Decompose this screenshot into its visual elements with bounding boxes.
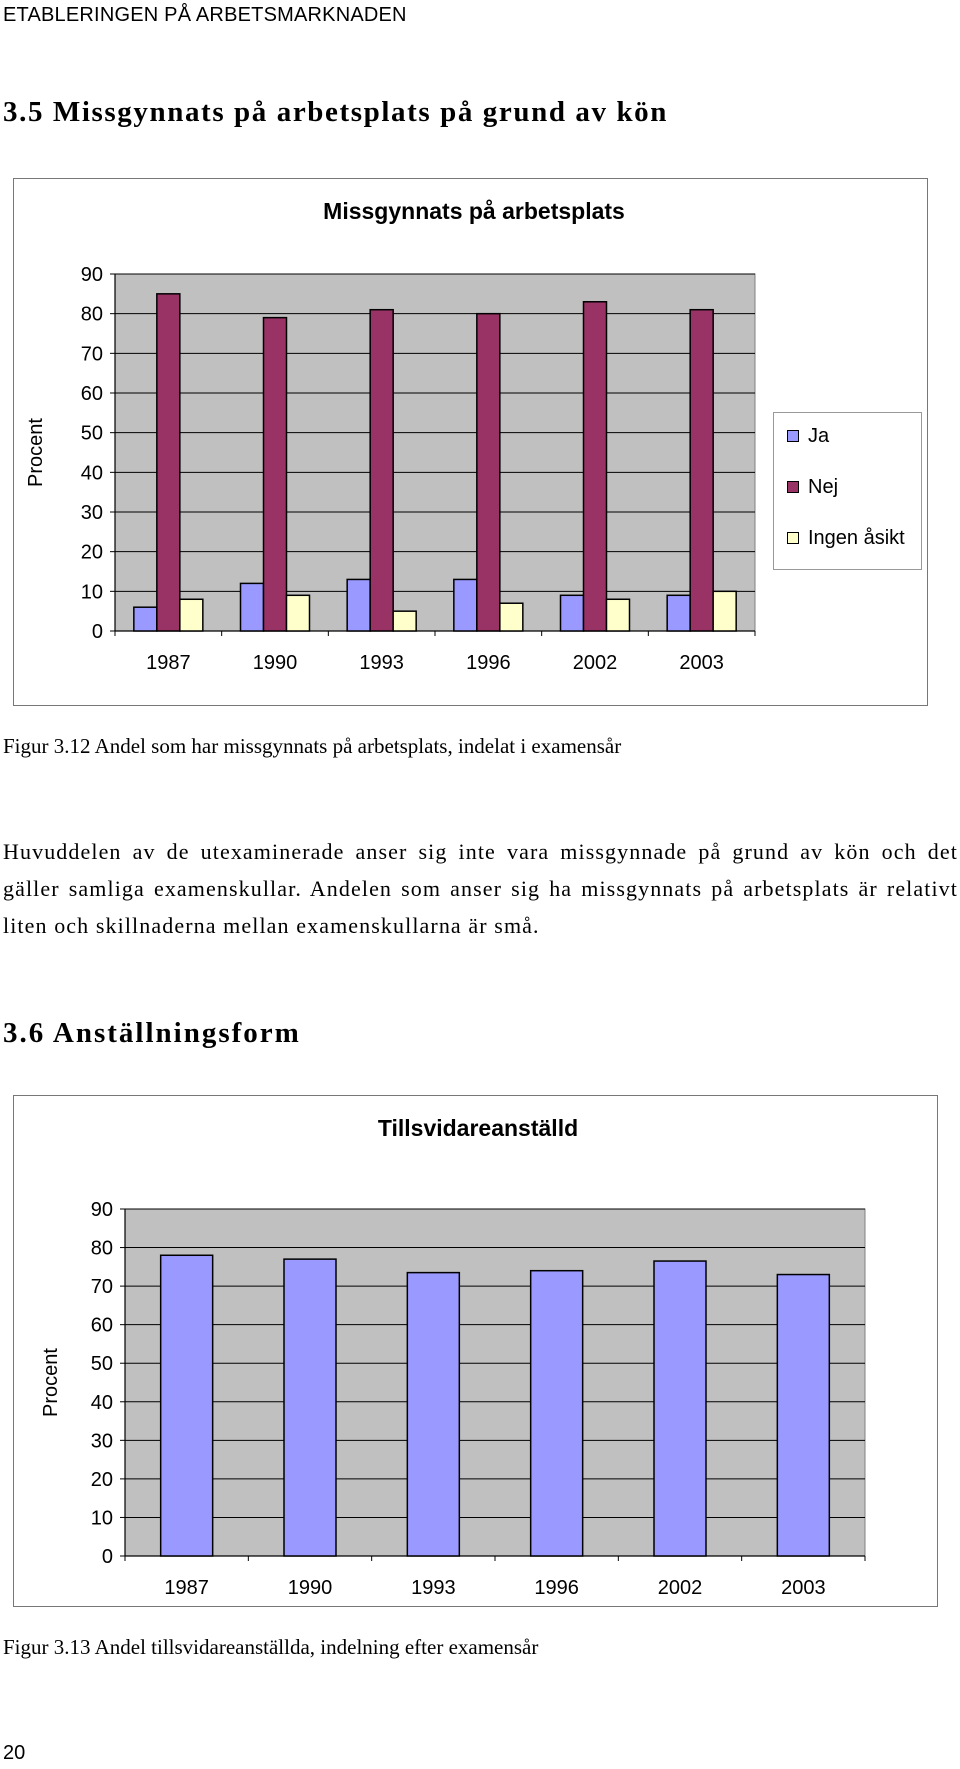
y-tick-label: 90 bbox=[90, 1199, 113, 1221]
bar-ingen-sikt-1996 bbox=[500, 603, 523, 631]
y-axis-label: Procent bbox=[40, 1348, 62, 1417]
y-tick-label: 90 bbox=[80, 264, 103, 286]
bar-ja-1987 bbox=[134, 607, 157, 631]
x-tick-label: 1993 bbox=[359, 652, 404, 674]
y-axis-label: Procent bbox=[25, 418, 47, 487]
bar-ja-1990 bbox=[241, 583, 264, 631]
chart-tillsvidareanstalld-svg bbox=[14, 1096, 939, 1608]
y-tick-label: 0 bbox=[91, 621, 103, 643]
y-tick-label: 30 bbox=[90, 1430, 113, 1453]
bar-ja-2003 bbox=[667, 595, 690, 631]
bar-series-1987 bbox=[161, 1255, 213, 1556]
section-heading: 3.5 Missgynnats på arbetsplats på grund av kön bbox=[3, 96, 669, 128]
y-tick-label: 10 bbox=[80, 581, 103, 604]
bar-ja-1996 bbox=[454, 579, 477, 631]
bar-ingen-sikt-2002 bbox=[607, 599, 630, 631]
bar-ingen-sikt-1987 bbox=[180, 599, 203, 631]
plot-area bbox=[125, 1209, 865, 1556]
x-tick-label: 1993 bbox=[411, 1577, 456, 1599]
y-tick-label: 30 bbox=[80, 502, 103, 524]
y-tick-label: 20 bbox=[80, 541, 103, 564]
x-tick-label: 2003 bbox=[679, 652, 724, 674]
x-tick-label: 2003 bbox=[781, 1577, 826, 1599]
y-tick-label: 40 bbox=[80, 462, 103, 485]
bar-series-1993 bbox=[407, 1273, 459, 1556]
bar-nej-1996 bbox=[477, 314, 500, 631]
bar-ingen-sikt-2003 bbox=[713, 591, 736, 631]
bar-series-2002 bbox=[654, 1261, 706, 1556]
legend-label-ja: Ja bbox=[808, 425, 830, 447]
legend-swatch-nej bbox=[787, 481, 799, 493]
y-tick-label: 50 bbox=[80, 422, 103, 445]
body-paragraph: Huvuddelen av de utexaminerade anser sig inte vara missgynnade på grund av kön och det gäller samliga examenskullar. Andelen som anser sig ha missgynnats på arbetsplats är relativt liten och skillnaderna mellan examenskullarna är små. bbox=[3, 839, 958, 938]
y-tick-label: 20 bbox=[90, 1468, 113, 1491]
legend-swatch-ingen-asikt bbox=[787, 532, 799, 544]
bar-ja-2002 bbox=[561, 595, 584, 631]
figure-caption: Figur 3.13 Andel tillsvidareanställda, indelning efter examensår bbox=[3, 1635, 539, 1659]
bar-ingen-sikt-1990 bbox=[287, 595, 310, 631]
bar-ja-1993 bbox=[347, 579, 370, 631]
bar-ingen-sikt-1993 bbox=[393, 611, 416, 631]
legend-label-ingen-asikt: Ingen åsikt bbox=[808, 527, 905, 549]
bar-nej-2003 bbox=[690, 310, 713, 631]
y-tick-label: 80 bbox=[90, 1237, 113, 1260]
bar-series-1990 bbox=[284, 1259, 336, 1556]
y-tick-label: 80 bbox=[80, 303, 103, 326]
section-heading: 3.6 Anställningsform bbox=[3, 1017, 301, 1049]
x-tick-label: 1987 bbox=[146, 652, 191, 674]
y-tick-label: 60 bbox=[80, 383, 103, 405]
x-tick-label: 1990 bbox=[287, 1577, 333, 1599]
y-tick-label: 70 bbox=[90, 1276, 113, 1299]
y-tick-label: 40 bbox=[90, 1391, 113, 1414]
legend-swatch-ja bbox=[787, 430, 799, 442]
bar-nej-2002 bbox=[584, 302, 607, 631]
chart-legend bbox=[773, 412, 922, 570]
x-tick-label: 2002 bbox=[657, 1577, 703, 1599]
chart-tillsvidareanstalld bbox=[13, 1095, 938, 1607]
plot-area bbox=[115, 274, 755, 631]
bar-nej-1987 bbox=[157, 294, 180, 631]
bar-series-2003 bbox=[777, 1275, 829, 1556]
figure-caption: Figur 3.12 Andel som har missgynnats på arbetsplats, indelat i examensår bbox=[3, 734, 622, 758]
y-tick-label: 70 bbox=[80, 343, 103, 366]
chart-missgynnats bbox=[13, 178, 928, 706]
bar-nej-1990 bbox=[264, 318, 287, 631]
y-tick-label: 60 bbox=[90, 1314, 113, 1337]
chart-title: Tillsvidareanställd bbox=[377, 1115, 579, 1141]
y-tick-label: 0 bbox=[101, 1546, 113, 1568]
page-number: 20 bbox=[3, 1742, 26, 1764]
y-tick-label: 10 bbox=[90, 1507, 113, 1530]
x-tick-label: 1996 bbox=[534, 1577, 579, 1599]
running-header: ETABLERINGEN PÅ ARBETSMARKNADEN bbox=[3, 4, 407, 26]
x-tick-label: 1987 bbox=[164, 1577, 209, 1599]
bar-nej-1993 bbox=[370, 310, 393, 631]
x-tick-label: 1990 bbox=[252, 652, 298, 674]
y-tick-label: 50 bbox=[90, 1353, 113, 1376]
legend-label-nej: Nej bbox=[808, 476, 839, 498]
x-tick-label: 2002 bbox=[572, 652, 618, 674]
x-tick-label: 1996 bbox=[466, 652, 511, 674]
chart-title: Missgynnats på arbetsplats bbox=[323, 198, 625, 224]
bar-series-1996 bbox=[531, 1271, 583, 1556]
